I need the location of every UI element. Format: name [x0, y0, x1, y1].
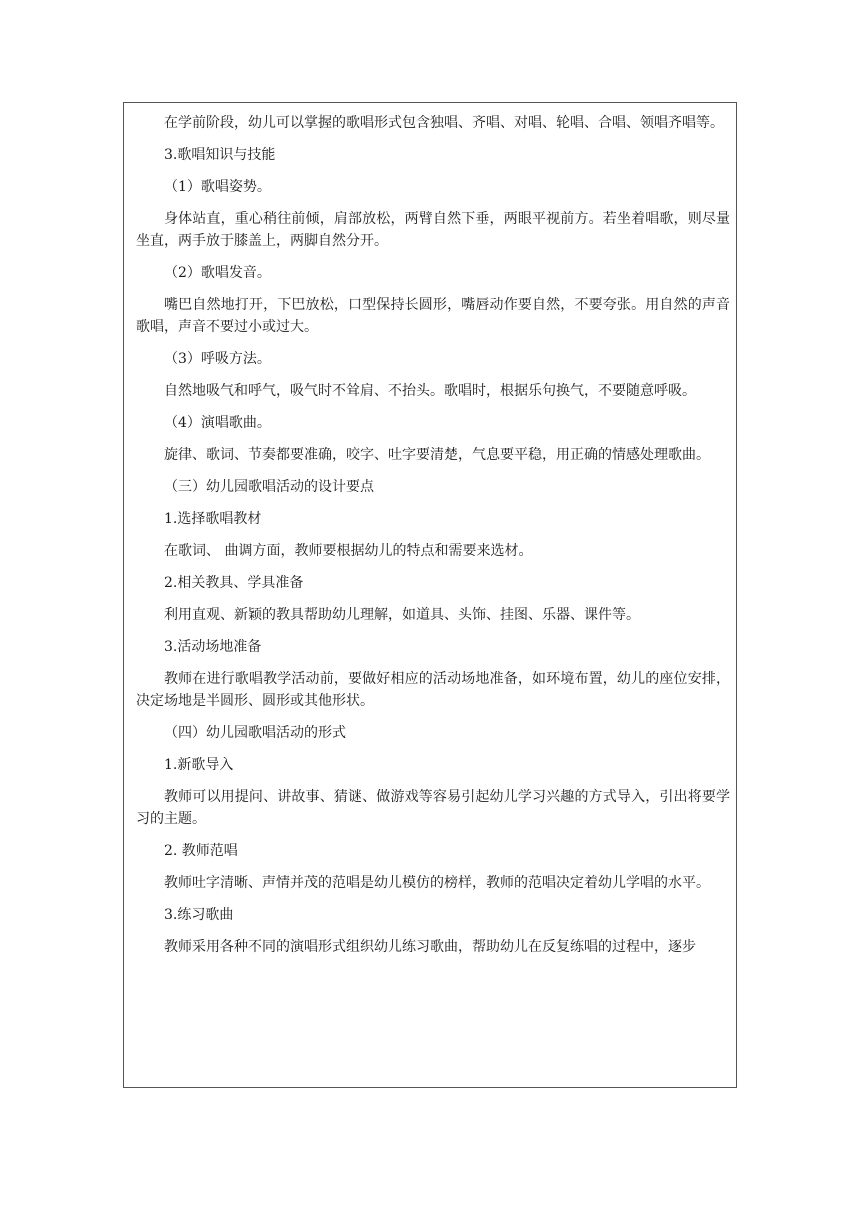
paragraph-select-material: 在歌词、 曲调方面，教师要根据幼儿的特点和需要来选材。	[164, 543, 533, 559]
paragraph-breathing: 自然地吸气和呼气，吸气时不耸肩、不抬头。歌唱时，根据乐句换气，不要随意呼吸。	[164, 383, 696, 399]
heading-practice-song: 3.练习歌曲	[164, 907, 234, 923]
document-body	[136, 112, 730, 968]
subheading-performing: （4）演唱歌曲。	[164, 415, 271, 431]
section-heading-activity-forms: （四）幼儿园歌唱活动的形式	[164, 725, 346, 741]
paragraph-teaching-aids: 利用直观、新颖的教具帮助幼儿理解，如道具、头饰、挂图、乐器、课件等。	[164, 607, 640, 623]
subheading-breathing: （3）呼吸方法。	[164, 351, 271, 367]
heading-teacher-demo: 2. 教师范唱	[164, 843, 238, 859]
paragraph-performing: 旋律、歌词、节奏都要准确，咬字、吐字要清楚，气息要平稳，用正确的情感处理歌曲。	[164, 447, 710, 463]
heading-singing-knowledge: 3.歌唱知识与技能	[164, 147, 276, 163]
paragraph-pronunciation: 嘴巴自然地打开，下巴放松，口型保持长圆形，嘴唇动作要自然，不要夸张。用自然的声音歌唱，声音不要过小或过大。	[136, 297, 730, 335]
heading-venue-prep: 3.活动场地准备	[164, 639, 262, 655]
paragraph-practice-song: 教师采用各种不同的演唱形式组织幼儿练习歌曲，帮助幼儿在反复练唱的过程中，逐步	[164, 939, 696, 955]
paragraph-posture: 身体站直，重心稍往前倾，肩部放松，两臂自然下垂，两眼平视前方。若坐着唱歌，则尽量坐直，两手放于膝盖上，两脚自然分开。	[136, 211, 730, 249]
heading-teaching-aids: 2.相关教具、学具准备	[164, 575, 304, 591]
heading-new-song-intro: 1.新歌导入	[164, 757, 234, 773]
subheading-pronunciation: （2）歌唱发音。	[164, 265, 271, 281]
paragraph-singing-forms: 在学前阶段，幼儿可以掌握的歌唱形式包含独唱、齐唱、对唱、轮唱、合唱、领唱齐唱等。	[164, 115, 724, 131]
subheading-posture: （1）歌唱姿势。	[164, 179, 271, 195]
section-heading-design-points: （三）幼儿园歌唱活动的设计要点	[164, 479, 374, 495]
paragraph-new-song-intro: 教师可以用提问、讲故事、猜谜、做游戏等容易引起幼儿学习兴趣的方式导入，引出将要学习的主题。	[136, 789, 730, 827]
heading-select-material: 1.选择歌唱教材	[164, 511, 262, 527]
paragraph-teacher-demo: 教师吐字清晰、声情并茂的范唱是幼儿模仿的榜样，教师的范唱决定着幼儿学唱的水平。	[164, 875, 710, 891]
paragraph-venue-prep: 教师在进行歌唱教学活动前，要做好相应的活动场地准备，如环境布置，幼儿的座位安排，决定场地是半圆形、圆形或其他形状。	[136, 671, 730, 709]
document-frame	[123, 102, 737, 1088]
